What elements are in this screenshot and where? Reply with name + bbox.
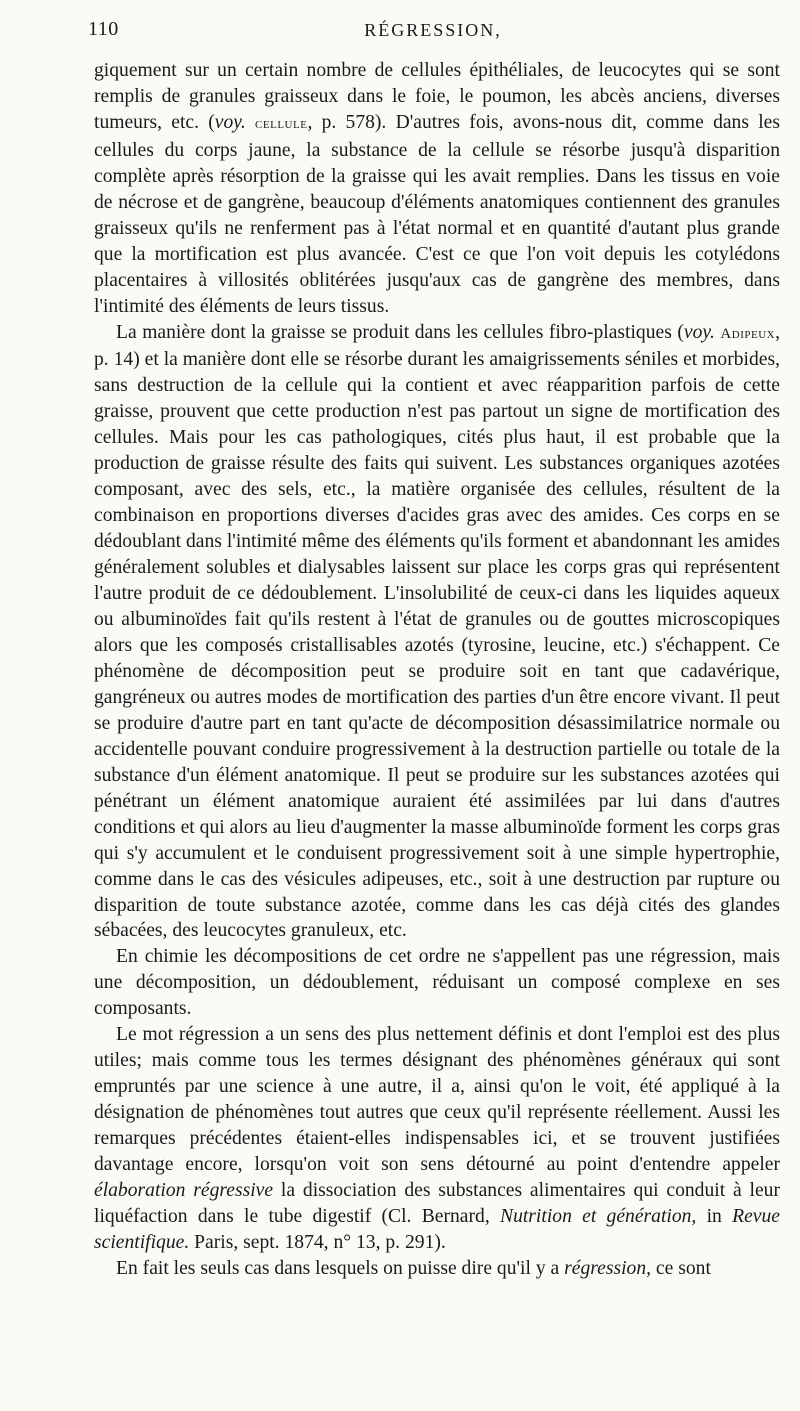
body-text [94,58,780,1282]
text-run: , p. 14) et la manière dont elle se résorbe durant les amaigrissements séniles et morbides, sans destruction de la cellule qui la contient et avec réapparition parfois de cette graisse, prouvent que cette production n'est pas partout un signe de mortification des cellules. Mais pour les cas pathologiques, cités plus haut, il est probable que la production de graisse résulte des faits qui suivent. Les substances organiques azotées composant, avec des sels, etc., la matière organisée des cellules, résultent de la combinaison en proportions diverses d'acides gras avec des amides. Ces corps en se dédoublant dans l'intimité même des éléments qu'ils forment et abandonnant les amides généralement solubles et dialysables laissent sur place les corps gras qui représentent l'autre produit de ce dédoublement. L'insolubilité de ceux-ci dans les liquides aqueux ou albuminoïdes fait qu'ils restent à l'état de granules ou de gouttes microscopiques alors que les composés cristallisables azotés (tyrosine, leucine, etc.) s'échappent. Ce phénomène de décomposition peut se produire soit en tant que cadavérique, gangréneux ou autres modes de mortification des parties d'un être encore vivant. Il peut se produire d'autre part en tant qu'acte de décomposition désassimilatrice normale ou accidentelle pouvant conduire progressivement à la destruction partielle ou totale de la substance d'un élément anatomique. Il peut se produire sur les substances azotées qui pénétrant un élément anatomique auraient été assimilées par lui dans d'autres conditions et qui alors au lieu d'augmenter la masse albuminoïde forment les corps gras qui s'y accumulent et le conduisent progressivement soit à une simple hypertrophie, comme dans le cas des vésicules adipeuses, etc., soit à une destruction par rupture ou disparition de toute substance azotée, comme dans les cas déjà cités des glandes sébacées, des leucocytes granuleux, etc. [94,321,780,942]
small-caps-run: Adipeux [720,325,776,342]
page-header [86,18,780,44]
text-run: , p. 578). D'autres fois, avons-nous dit, comme dans les cellules du corps jaune, la substance de la cellule se résorbe jusqu'à disparition complète après résorption de la graisse qui les avait remplies. Dans les tissus en voie de nécrose et de gangrène, beaucoup d'éléments anatomiques contiennent des granules graisseux qu'ils ne renferment pas à l'état normal et en quantité d'autant plus grande que la mortification est plus avancée. C'est ce que l'on voit depuis les cotylédons placentaires à villosités oblitérées jusqu'aux cas de gangrène des membres, dans l'intimité des éléments de leurs tissus. [94,111,780,317]
text-run: En chimie les décompositions de cet ordre ne s'appellent pas une régression, mais une décomposition, un dédoublement, réduisant un composé complexe en ses composants. [94,946,780,1020]
text-run: Le mot régression a un sens des plus nettement définis et dont l'emploi est des plus utiles; mais comme tous les termes désignant des phénomènes généraux qui sont empruntés par une science à une autre, il a, ainsi qu'on le voit, été appliqué à la désignation de phénomènes tout autres que ceux qu'il représente réellement. Aussi les remarques précédentes étaient-elles indispensables ici, et se trouvent justifiées davantage encore, lorsqu'on voit son sens détourné au point d'entendre appeler [94,1024,780,1176]
text-run: La manière dont la graisse se produit dans les cellules fibro-plastiques ( [116,321,684,343]
text-run: En fait les seuls cas dans lesquels on puisse dire qu'il y a [116,1257,565,1279]
text-run: giquement sur un certain nombre de cellules épithéliales, de leucocytes qui se sont remplis de granules graisseux dans le foie, le poumon, les abcès anciens, diverses tumeurs, etc. ( [94,60,780,133]
page-number: 110 [88,18,119,40]
italic-run: voy. [214,111,246,133]
italic-run: Revue scientifique. [94,1205,780,1253]
text-run: ce sont [651,1257,711,1279]
italic-run: Nutrition et génération, [500,1205,697,1227]
italic-run: élaboration régressive [94,1179,274,1201]
paragraph [94,944,780,1022]
paragraph [94,320,780,945]
small-caps-run: cellule [255,115,308,132]
italic-run: voy. [683,321,715,343]
text-run: in [696,1205,733,1227]
text-run: la dissociation des substances alimentaires qui conduit à leur liquéfaction dans le tube digestif (Cl. Bernard, [94,1179,780,1227]
text-run [246,112,255,133]
text-run: Paris, sept. 1874, n° 13, p. 291). [189,1231,446,1253]
paragraph [94,1256,780,1282]
italic-run: régression, [564,1257,652,1279]
paragraph [94,58,780,320]
paragraph [94,1022,780,1256]
running-head: RÉGRESSION, [364,20,502,40]
